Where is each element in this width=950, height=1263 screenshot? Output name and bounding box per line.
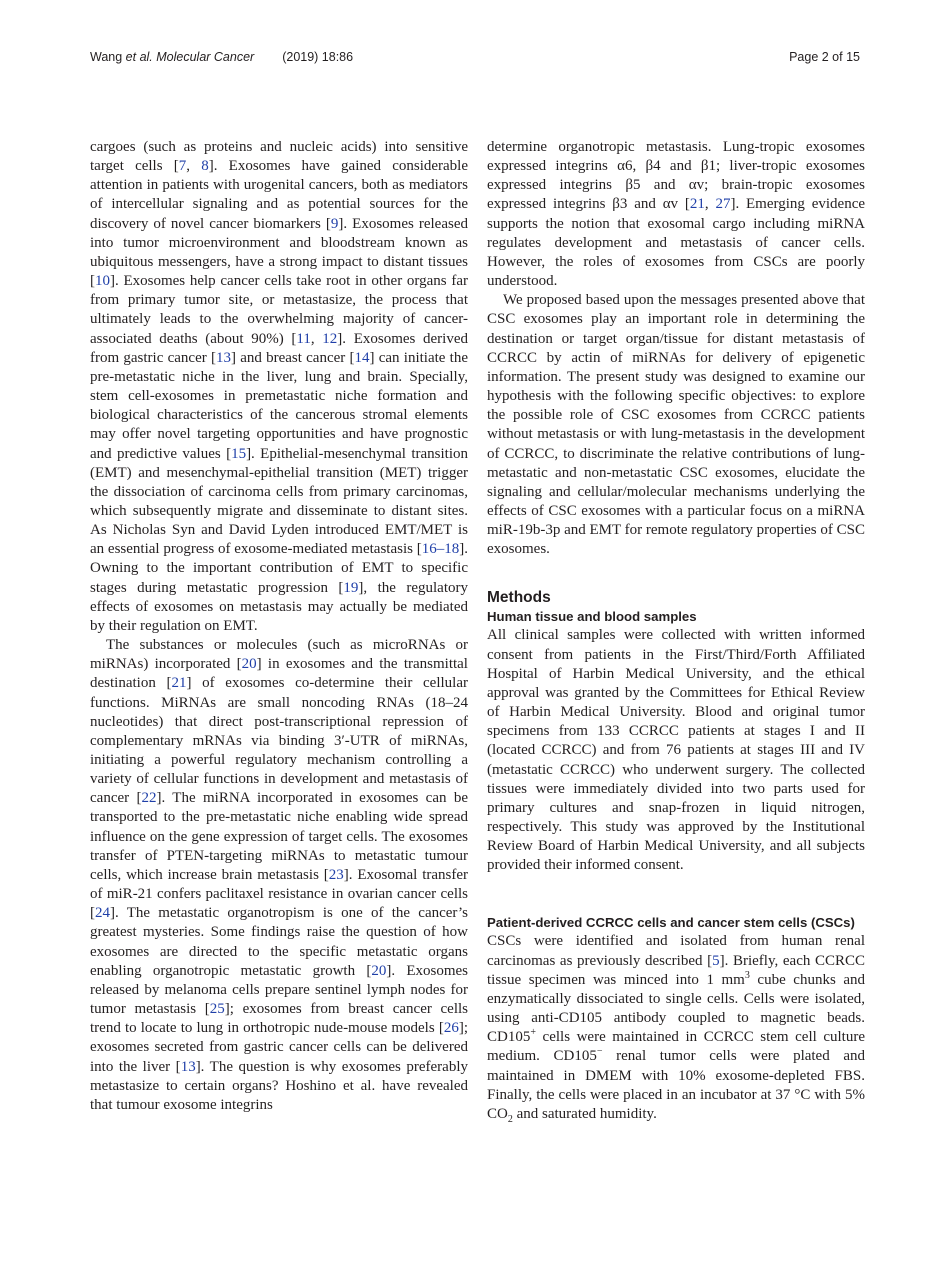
- subheading-human-tissue: Human tissue and blood samples: [487, 609, 697, 625]
- reference-link[interactable]: 25: [209, 1001, 225, 1018]
- reference-link[interactable]: 14: [354, 349, 370, 366]
- left-column: [90, 138, 468, 1115]
- reference-link[interactable]: 24: [95, 905, 110, 922]
- superscript: +: [530, 1027, 536, 1039]
- reference-link[interactable]: 5: [712, 952, 720, 969]
- subscript: 2: [507, 1113, 513, 1125]
- superscript: 3: [744, 969, 750, 981]
- reference-link[interactable]: 22: [141, 790, 157, 807]
- paragraph-intro-1: cargoes (such as proteins and nucleic acids) into sensitive target cells [7, 8]. Exosomes have gained considerable attention in patients with urogenital cancers, both as mediators of intercellular signaling and as potential sources for the discovery of novel cancer biomarkers [9]. Exosomes released into tumor microenvironment and bloodstream known as ubiquitous messengers, have a strong impact to distant tissues [10]. Exosomes help cancer cells take root in other organs far from primary tumor site, or metastasize, the process that ultimately leads to the overwhelming majority of cancer-associated deaths (about 90%) [11, 12]. Exosomes derived from gastric cancer [13] and breast cancer [14] can initiate the pre-metastatic niche in the liver, lung and brain. Specially, stem cell-exosomes in premetastatic niche formation and biological characteristics of the cancerous stromal elements may offer novel targeting opportunities and have prognostic and predictive values [15]. Epithelial-mesenchymal transition (EMT) and mesenchymal-epithelial transition (MET) trigger the dissociation of carcinoma cells from primary carcinomas, which subsequently migrate and disseminate to distant sites. As Nicholas Syn and David Lyden introduced EMT/MET is an essential progress of exosome-mediated metastasis [16–18]. Owning to the important contribution of EMT to specific stages during metastatic progression [19], the regulatory effects of exosomes on metastasis may actually be mediated by their regulation on EMT.: [90, 139, 469, 634]
- paragraph-hypothesis: We proposed based upon the messages presented above that CSC exosomes play an important role in determining the destination or target organ/tissue for distant metastasis of CCRCC by actin of miRNAs for delivery of epigenetic information. The present study was designed to examine our hypothesis with the following specific objectives: to explore the possible role of CSC exosomes from CCRCC patients without metastasis or with lung-metastasis in the development of CCRCC, to discriminate the relative contributions of lung-metastatic and non-metastatic CSC exosomes, elucidate the signaling and cellular/molecular mechanisms underlying the effects of CSC exosomes with a particular focus on a miRNA miR-19b-3p and EMT for remote regulatory properties of CSC exosomes.: [487, 292, 865, 558]
- paragraph-intro-3: determine organotropic metastasis. Lung-tropic exosomes expressed integrins α6, β4 and β1; liver-tropic exosomes expressed integrins β5 and αv; brain-tropic exosomes expressed integrins β3 and αv [21, 27]. Emerging evidence supports the notion that exosomal cargo including miRNA regulates development and metastasis of cancer cells. However, the roles of exosomes from CSCs are poorly understood.: [487, 139, 866, 290]
- header-authors: Wang: [90, 50, 126, 64]
- header-citation: (2019) 18:86: [282, 50, 354, 64]
- reference-link[interactable]: 10: [95, 273, 110, 290]
- reference-link[interactable]: 7: [178, 158, 187, 175]
- reference-link[interactable]: 8: [201, 158, 209, 175]
- reference-link[interactable]: 21: [689, 196, 705, 213]
- reference-link[interactable]: 16–18: [421, 541, 460, 558]
- reference-link[interactable]: 15: [231, 445, 247, 462]
- paragraph-patient-derived-cells: CSCs were identified and isolated from human renal carcinomas as previously described [5]. Briefly, each CCRCC tissue specimen was minced into 1 $mm^3$ cube chunks and enzymatically dissociated to single cells. Cells were isolated, using anti-CD105 antibody coupled to magnetic beads. CD105+ cells were maintained in CCRCC stem cell culture medium. CD105− renal tumor cells were plated and maintained in DMEM with 10% exosome-depleted FBS. Finally, the cells were placed in an incubator at 37 °C with 5% $CO_2$ and saturated humidity.: [487, 933, 865, 1125]
- reference-link[interactable]: 12: [322, 330, 338, 347]
- running-head-left: [90, 50, 353, 64]
- reference-link[interactable]: 20: [371, 962, 387, 979]
- reference-link[interactable]: 9: [330, 215, 339, 232]
- superscript: −: [596, 1046, 603, 1058]
- right-column: [487, 138, 865, 1124]
- reference-link[interactable]: 21: [171, 675, 187, 692]
- header-journal: et al. Molecular Cancer: [125, 50, 255, 64]
- reference-link[interactable]: 23: [328, 866, 344, 883]
- paragraph-intro-2: The substances or molecules (such as microRNAs or miRNAs) incorporated [20] in exosomes and the transmittal destination [21] of exosomes co-determine their cellular functions. MiRNAs are small noncoding RNAs (18–24 nucleotides) that direct post-transcriptional repression of complementary mRNAs via binding 3′-UTR of miRNAs, initiating a powerful regulatory mechanism controlling a variety of cellular functions in development and metastasis of cancer [22]. The miRNA incorporated in exosomes can be transported to the pre-metastatic niche enabling wide spread influence on the gene expression of target cells. The exosomes transfer of PTEN-targeting miRNAs to metastatic tumour cells, which increase brain metastasis [23]. Exosomal transfer of miR-21 confers paclitaxel resistance in ovarian cancer cells [24]. The metastatic organotropism is one of the cancer’s greatest mysteries. Some findings raise the question of how exosomes are directed to the specific metastatic organs enabling organotropic metastatic growth [20]. Exosomes released by melanoma cells prepare sentinel lymph nodes for tumor metastasis [25]; exosomes from breast cancer cells trend to locate to lung in orthotropic nude-mouse models [26]; exosomes secreted from gastric cancer cells can be delivered into the liver [13]. The question is why exosomes preferably metastasize to certain organs? Hoshino et al. have revealed that tumour exosome integrins: [90, 637, 468, 1113]
- reference-link[interactable]: 13: [215, 349, 231, 366]
- page-number: Page 2 of 15: [789, 50, 860, 64]
- reference-link[interactable]: 11: [296, 330, 311, 347]
- methods-heading: Methods: [487, 589, 551, 607]
- reference-link[interactable]: 27: [715, 196, 731, 213]
- reference-link[interactable]: 26: [443, 1020, 459, 1037]
- subheading-patient-derived-cells: Patient-derived CCRCC cells and cancer stem cells (CSCs): [487, 915, 855, 931]
- paragraph-human-tissue: All clinical samples were collected with written informed consent from patients in the First/Third/Forth Affiliated Hospital of Harbin Medical University, and the ethical approval was granted by the Committees for Ethical Review of Harbin Medical University. Blood and original tumor specimens from 133 CCRCC patients at stages I and II (located CCRCC) and from 76 patients at stages III and IV (metastatic CCRCC) who underwent surgery. The collected tissues were immediately divided into two parts used for primary cultures and snap-frozen in liquid nitrogen, respectively. This study was approved by the Institutional Review Board of Harbin Medical University, and all subjects provided their informed consent.: [487, 627, 865, 874]
- reference-link[interactable]: 19: [343, 579, 359, 596]
- reference-link[interactable]: 13: [180, 1058, 196, 1075]
- reference-link[interactable]: 20: [241, 656, 257, 673]
